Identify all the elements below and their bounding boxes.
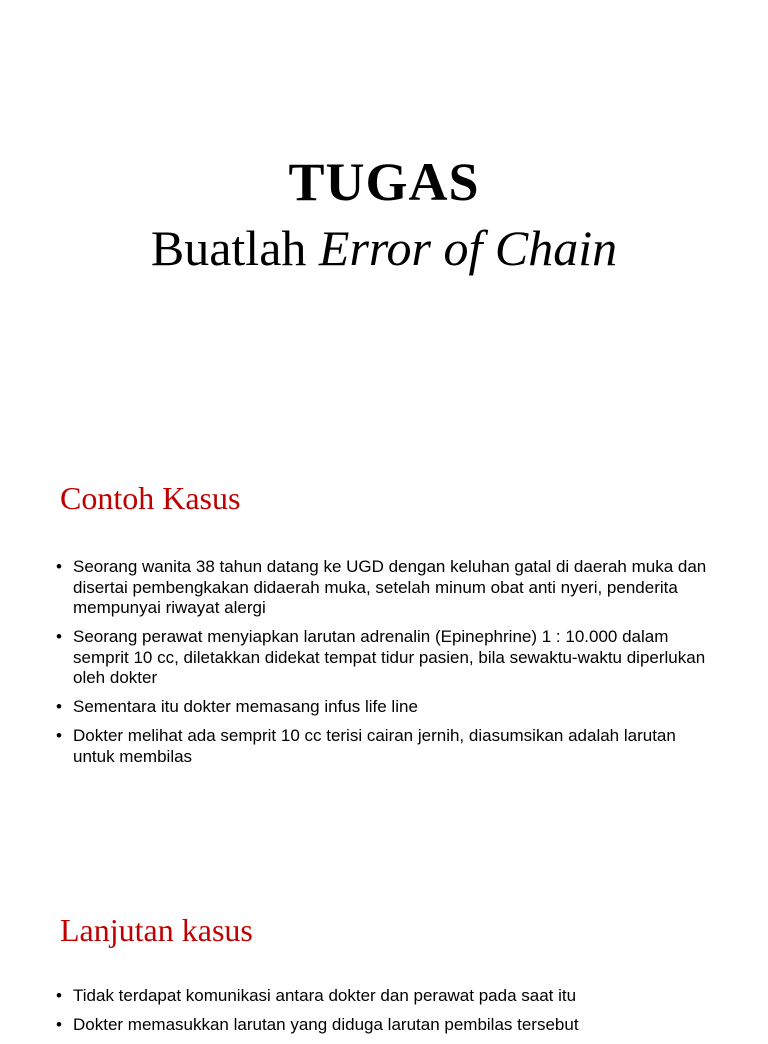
subtitle-plain: Buatlah xyxy=(150,220,319,276)
bullet-list-contoh-kasus xyxy=(56,557,716,776)
list-item: • Dokter melihat ada semprit 10 cc terisi cairan jernih, diasumsikan adalah larutan untuk membilas xyxy=(56,726,716,767)
list-item: • Tidak terdapat komunikasi antara dokter dan perawat pada saat itu xyxy=(56,986,716,1007)
title-block xyxy=(0,150,768,278)
list-item: • Dokter memasukkan larutan yang diduga larutan pembilas tersebut xyxy=(56,1015,716,1036)
list-item: • Seorang perawat menyiapkan larutan adrenalin (Epinephrine) 1 : 10.000 dalam semprit 10 cc, diletakkan didekat tempat tidur pasien, bila sewaktu-waktu diperlukan oleh dokter xyxy=(56,627,716,689)
subtitle-italic: Error of Chain xyxy=(318,220,618,276)
page-title: TUGAS xyxy=(288,152,480,212)
section-heading-lanjutan-kasus: Lanjutan kasus xyxy=(60,912,253,948)
bullet-list-lanjutan-kasus xyxy=(56,986,716,1044)
section-heading-contoh-kasus: Contoh Kasus xyxy=(60,480,241,516)
list-item: • Sementara itu dokter memasang infus life line xyxy=(56,697,716,718)
page-subtitle xyxy=(0,218,768,278)
list-item: • Seorang wanita 38 tahun datang ke UGD dengan keluhan gatal di daerah muka dan disertai pembengkakan didaerah muka, setelah minum obat anti nyeri, penderita mempunyai riwayat alergi xyxy=(56,557,716,619)
